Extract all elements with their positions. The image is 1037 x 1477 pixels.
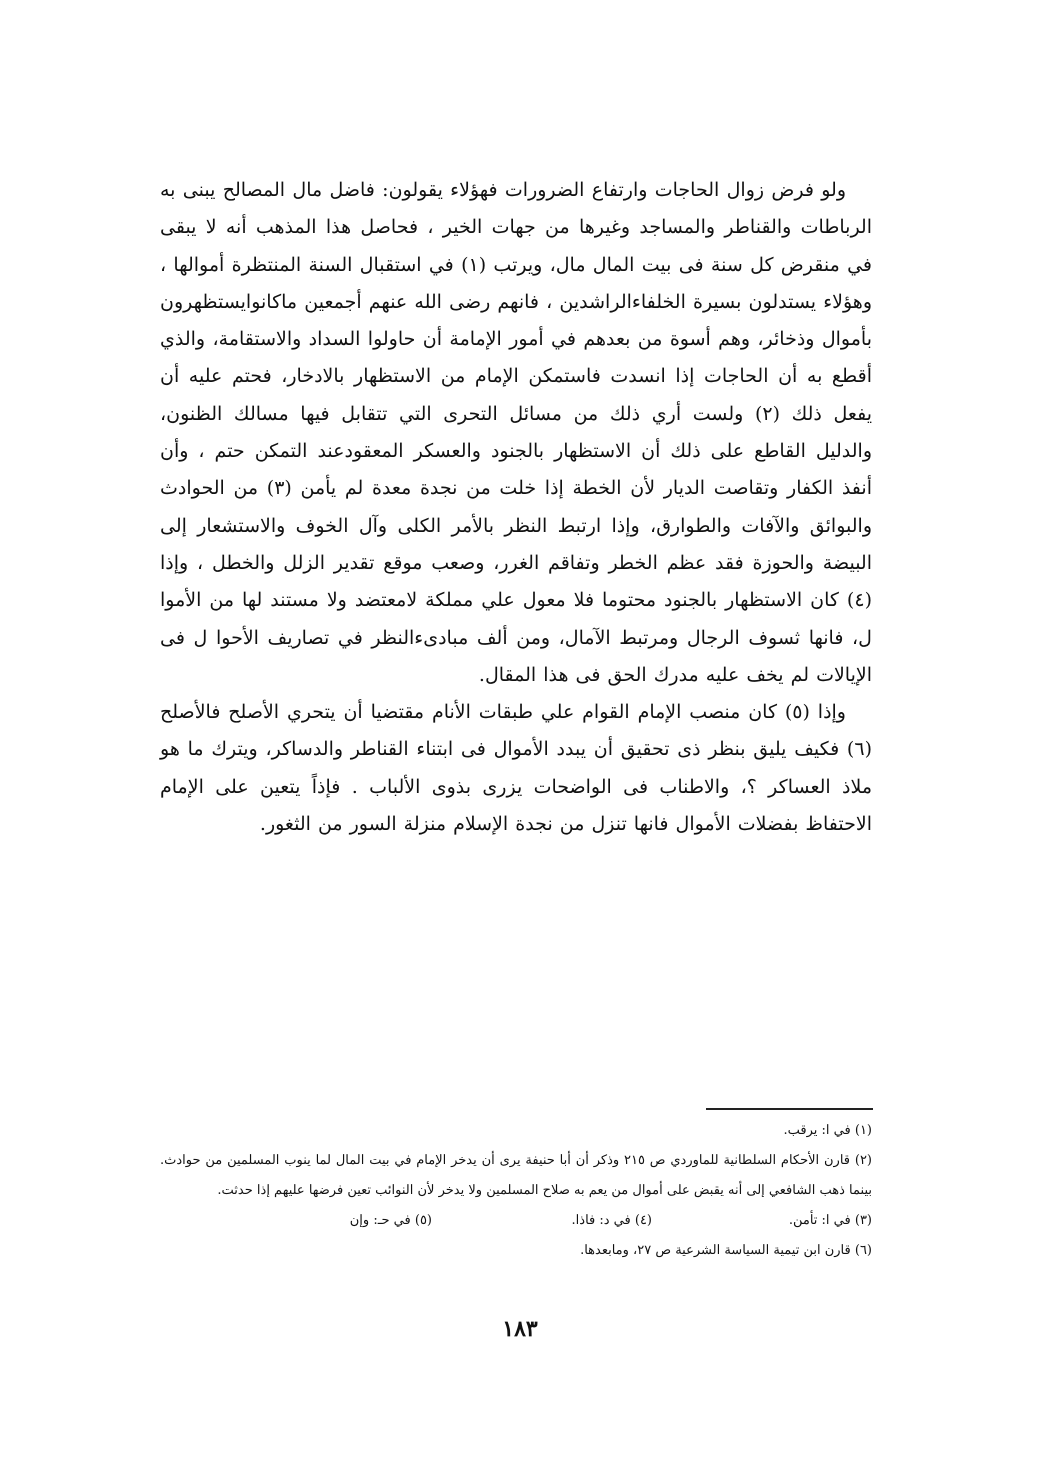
footnote-1: (١) في ا: يرقب. bbox=[783, 1123, 872, 1138]
footnote-3: (٣) في ا: تأمن. bbox=[788, 1213, 872, 1228]
main-text bbox=[160, 172, 872, 843]
footnote-row-3-5 bbox=[160, 1206, 872, 1236]
page-number: ١٨٣ bbox=[502, 1316, 538, 1342]
footnote-separator bbox=[706, 1108, 873, 1110]
footnotes bbox=[160, 1116, 872, 1266]
paragraph-2: وإذا (٥) كان منصب الإمام القوام علي طبقات الأنام مقتضيا أن يتحري الأصلح فالأصلح (٦) فكيف يليق بنظر ذى تحقيق أن يبدد الأموال فى ابتناء القناطر والدساكر، ويترك ما هو ملاذ العساكر ؟، والاطناب فى الواضحات يزرى بذوى الألباب . فإذاً يتعين على الإمام الاحتفاظ بفضلات الأموال فانها تنزل من نجدة الإسلام منزلة السور من الثغور. bbox=[160, 701, 872, 836]
footnote-6: (٦) قارن ابن تيمية السياسة الشرعية ص ٢٧، ومابعدها. bbox=[580, 1243, 872, 1258]
paragraph-1: ولو فرض زوال الحاجات وارتفاع الضرورات فهؤلاء يقولون: فاضل مال المصالح يبنى به الرباطات والقناطر والمساجد وغيرها من جهات الخير ، فحاصل هذا المذهب أنه لا يبقى في منقرض كل سنة فى بيت المال مال، ويرتب (١) في استقبال السنة المنتظرة أموالها ، وهؤلاء يستدلون بسيرة الخلفاءالراشدين ، فانهم رضى الله عنهم أجمعين ماكانوايستظهرون بأموال وذخائر، وهم أسوة من بعدهم في أمور الإمامة أن حاولوا السداد والاستقامة، والذي أقطع به أن الحاجات إذا انسدت فاستمكن الإمام من الاستظهار بالادخار، فحتم عليه أن يفعل ذلك (٢) ولست أري ذلك من مسائل التحرى التي تتقابل فيها مسالك الظنون، والدليل القاطع على ذلك أن الاستظهار بالجنود والعسكر المعقودعند التمكن حتم ، وأن أنفذ الكفار وتقاصت الديار لأن الخطة إذا خلت من نجدة معدة لم يأمن (٣) من الحوادث والبوائق والآفات والطوارق، وإذا ارتبط النظر بالأمر الكلى وآل الخوف والاستشعار إلى البيضة والحوزة فقد عظم الخطر وتفاقم الغرر، وصعب موقع تقدير الزلل والخطل ، وإذا (٤) كان الاستظهار بالجنود محتوما فلا معول علي مملكة لامعتضد ولا مستند لها من الأموا ل، فانها ثسوف الرجال ومرتبط الآمال، ومن ألف مبادىءالنظر في تصاريف الأحوا ل فى الإيالات لم يخف عليه مدرك الحق فى هذا المقال. bbox=[160, 179, 872, 686]
footnote-4: (٤) في د: فاذا. bbox=[571, 1213, 652, 1228]
footnote-5: (٥) في حـ: وإن bbox=[349, 1213, 432, 1228]
footnote-2: (٢) قارن الأحكام السلطانية للماوردي ص ٢١٥ وذكر أن أبا حنيفة يرى أن يدخر الإمام في بيت المال لما ينوب المسلمين من حوادث. بينما ذهب الشافعي إلى أنه يقبض على أموال من يعم به صلاح المسلمين ولا يدخر لأن النوائب تعين فرضها عليهم إذا حدثت. bbox=[160, 1153, 872, 1198]
